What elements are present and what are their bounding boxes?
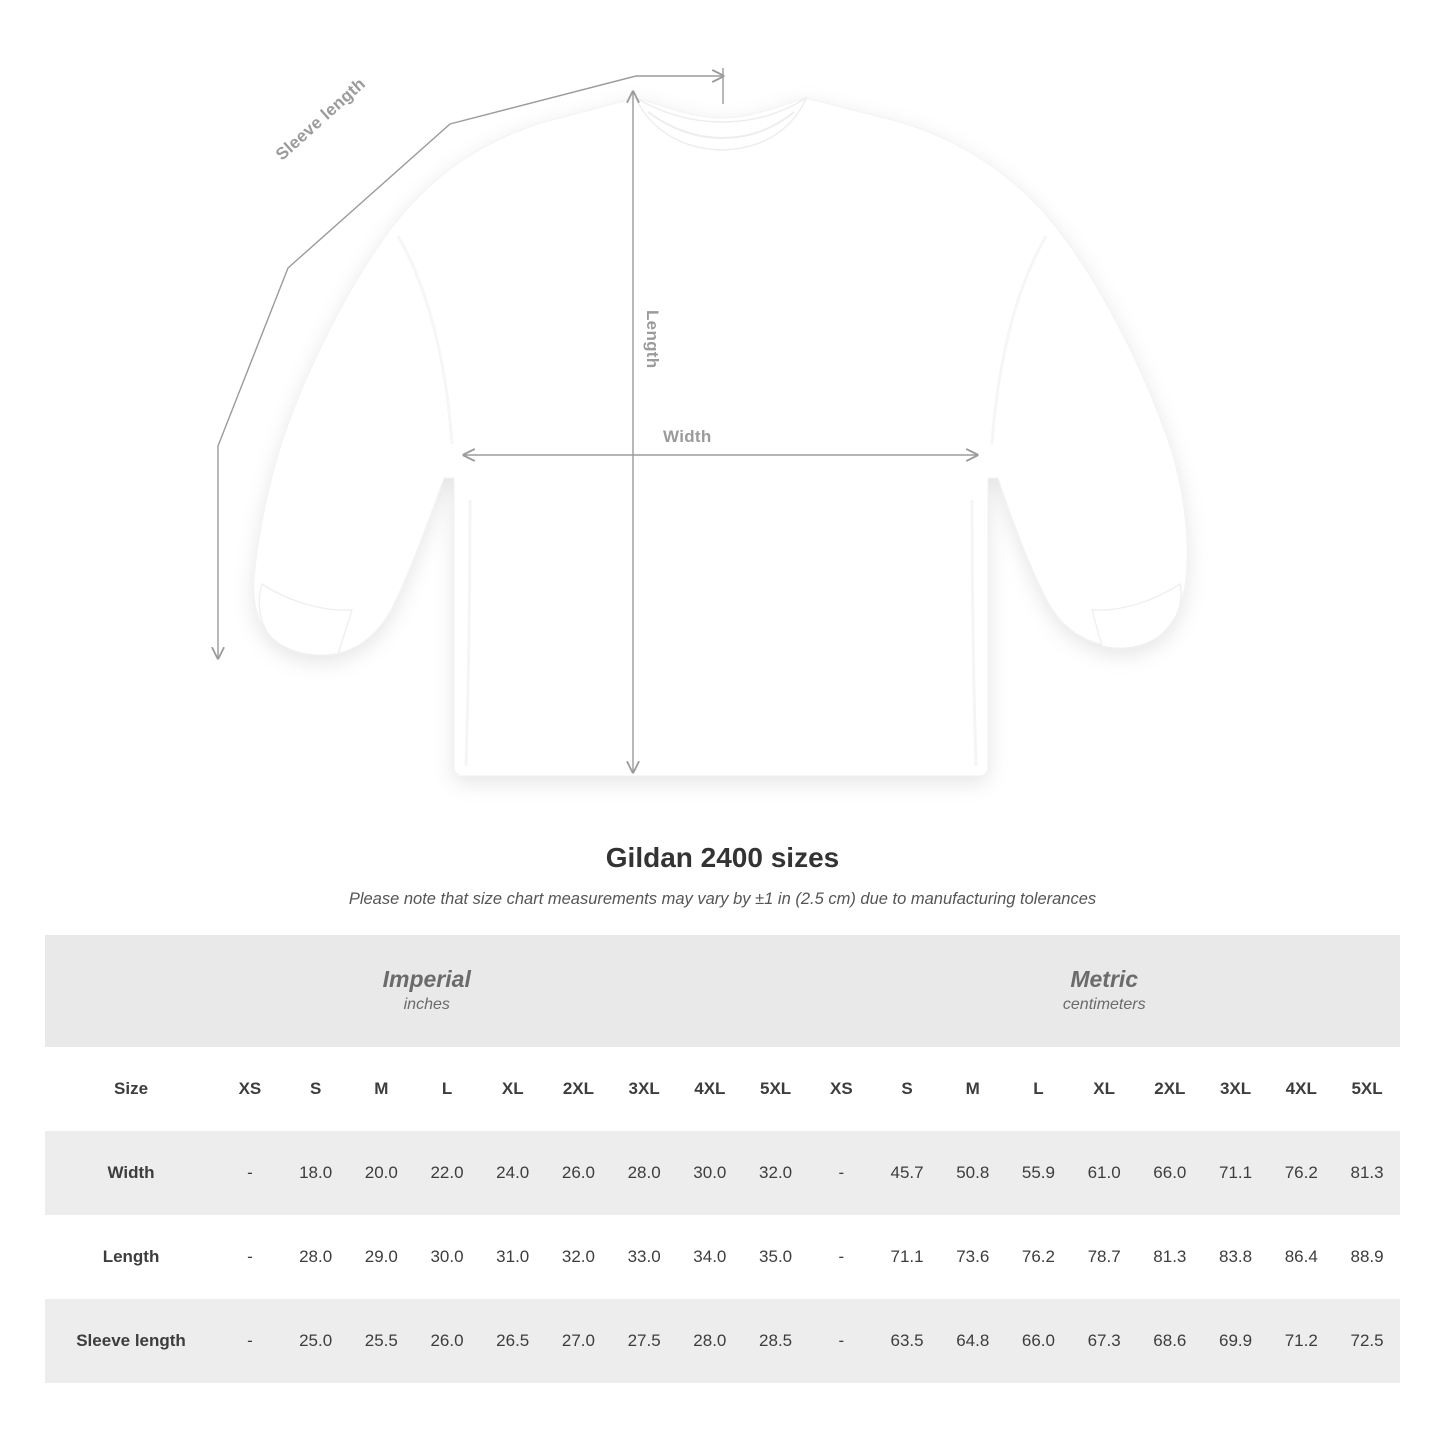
cell-length-imp-l: 30.0: [414, 1215, 480, 1299]
header-imperial-2xl: 2XL: [546, 1047, 612, 1131]
cell-length-met-5xl: 88.9: [1334, 1215, 1400, 1299]
row-label-sleeve-length: Sleeve length: [45, 1299, 217, 1383]
cell-sleeve-met-s: 63.5: [874, 1299, 940, 1383]
header-metric-2xl: 2XL: [1137, 1047, 1203, 1131]
cell-width-met-2xl: 66.0: [1137, 1131, 1203, 1215]
sleeve-length-label: Sleeve length: [272, 74, 370, 165]
cell-sleeve-met-m: 64.8: [940, 1299, 1006, 1383]
cell-sleeve-imp-xs: -: [217, 1299, 283, 1383]
shirt-shape: [254, 98, 1188, 776]
cell-length-met-xl: 78.7: [1071, 1215, 1137, 1299]
cell-length-imp-2xl: 32.0: [546, 1215, 612, 1299]
cell-sleeve-imp-5xl: 28.5: [743, 1299, 809, 1383]
header-metric-l: L: [1006, 1047, 1072, 1131]
cell-length-met-3xl: 83.8: [1203, 1215, 1269, 1299]
cell-width-imp-4xl: 30.0: [677, 1131, 743, 1215]
cell-width-imp-l: 22.0: [414, 1131, 480, 1215]
cell-length-met-2xl: 81.3: [1137, 1215, 1203, 1299]
cell-length-imp-4xl: 34.0: [677, 1215, 743, 1299]
header-imperial-3xl: 3XL: [611, 1047, 677, 1131]
header-imperial-l: L: [414, 1047, 480, 1131]
cell-length-met-s: 71.1: [874, 1215, 940, 1299]
cell-length-imp-3xl: 33.0: [611, 1215, 677, 1299]
cell-width-met-3xl: 71.1: [1203, 1131, 1269, 1215]
tolerance-note: Please note that size chart measurements may vary by ±1 in (2.5 cm) due to manufacturing tolerances: [348, 890, 1097, 908]
header-imperial-xl: XL: [480, 1047, 546, 1131]
cell-sleeve-met-l: 66.0: [1006, 1299, 1072, 1383]
imperial-title: Imperial: [382, 966, 471, 993]
column-header-row: [45, 1047, 1400, 1131]
cell-length-imp-s: 28.0: [283, 1215, 349, 1299]
header-metric-4xl: 4XL: [1268, 1047, 1334, 1131]
cell-sleeve-met-2xl: 68.6: [1137, 1299, 1203, 1383]
cell-length-met-4xl: 86.4: [1268, 1215, 1334, 1299]
cell-sleeve-imp-m: 25.5: [348, 1299, 414, 1383]
cell-width-met-xs: -: [808, 1131, 874, 1215]
cell-length-met-l: 76.2: [1006, 1215, 1072, 1299]
row-label-width: Width: [45, 1131, 217, 1215]
cell-sleeve-imp-3xl: 27.5: [611, 1299, 677, 1383]
metric-subtitle: centimeters: [1062, 996, 1146, 1014]
cell-width-imp-xs: -: [217, 1131, 283, 1215]
size-table: [45, 935, 1400, 1383]
size-table-wrap: [45, 935, 1400, 1383]
imperial-subtitle: inches: [403, 996, 450, 1014]
cell-sleeve-met-4xl: 71.2: [1268, 1299, 1334, 1383]
header-imperial-s: S: [283, 1047, 349, 1131]
row-label-length: Length: [45, 1215, 217, 1299]
cell-sleeve-imp-l: 26.0: [414, 1299, 480, 1383]
header-metric-m: M: [940, 1047, 1006, 1131]
cell-width-met-4xl: 76.2: [1268, 1131, 1334, 1215]
table-row: [45, 1215, 1400, 1299]
cell-sleeve-imp-4xl: 28.0: [677, 1299, 743, 1383]
table-row: [45, 1299, 1400, 1383]
cell-width-imp-3xl: 28.0: [611, 1131, 677, 1215]
header-imperial-xs: XS: [217, 1047, 283, 1131]
cell-sleeve-imp-xl: 26.5: [480, 1299, 546, 1383]
cell-sleeve-imp-s: 25.0: [283, 1299, 349, 1383]
header-metric-xl: XL: [1071, 1047, 1137, 1131]
header-metric-s: S: [874, 1047, 940, 1131]
header-imperial-4xl: 4XL: [677, 1047, 743, 1131]
cell-width-met-xl: 61.0: [1071, 1131, 1137, 1215]
cell-width-imp-5xl: 32.0: [743, 1131, 809, 1215]
page-title: Gildan 2400 sizes: [605, 842, 840, 873]
cell-sleeve-met-xl: 67.3: [1071, 1299, 1137, 1383]
cell-length-met-xs: -: [808, 1215, 874, 1299]
metric-unit-cell: [808, 935, 1400, 1047]
cell-width-met-5xl: 81.3: [1334, 1131, 1400, 1215]
cell-width-met-m: 50.8: [940, 1131, 1006, 1215]
header-imperial-m: M: [348, 1047, 414, 1131]
cell-width-imp-s: 18.0: [283, 1131, 349, 1215]
header-metric-3xl: 3XL: [1203, 1047, 1269, 1131]
cell-sleeve-met-xs: -: [808, 1299, 874, 1383]
cell-length-met-m: 73.6: [940, 1215, 1006, 1299]
cell-width-met-s: 45.7: [874, 1131, 940, 1215]
header-metric-5xl: 5XL: [1334, 1047, 1400, 1131]
unit-header-row: [45, 935, 1400, 1047]
metric-title: Metric: [1070, 966, 1139, 993]
imperial-unit-cell: [45, 935, 808, 1047]
cell-sleeve-imp-2xl: 27.0: [546, 1299, 612, 1383]
header-imperial-5xl: 5XL: [743, 1047, 809, 1131]
cell-width-imp-2xl: 26.0: [546, 1131, 612, 1215]
cell-sleeve-met-5xl: 72.5: [1334, 1299, 1400, 1383]
cell-length-imp-xs: -: [217, 1215, 283, 1299]
cell-sleeve-met-3xl: 69.9: [1203, 1299, 1269, 1383]
header-metric-xs: XS: [808, 1047, 874, 1131]
cell-width-met-l: 55.9: [1006, 1131, 1072, 1215]
width-label: Width: [663, 427, 712, 446]
cell-width-imp-m: 20.0: [348, 1131, 414, 1215]
title-block: [0, 842, 1445, 909]
table-row: [45, 1131, 1400, 1215]
cell-length-imp-xl: 31.0: [480, 1215, 546, 1299]
cell-length-imp-5xl: 35.0: [743, 1215, 809, 1299]
cell-length-imp-m: 29.0: [348, 1215, 414, 1299]
length-label: Length: [643, 310, 662, 369]
header-size: Size: [45, 1047, 217, 1131]
cell-width-imp-xl: 24.0: [480, 1131, 546, 1215]
